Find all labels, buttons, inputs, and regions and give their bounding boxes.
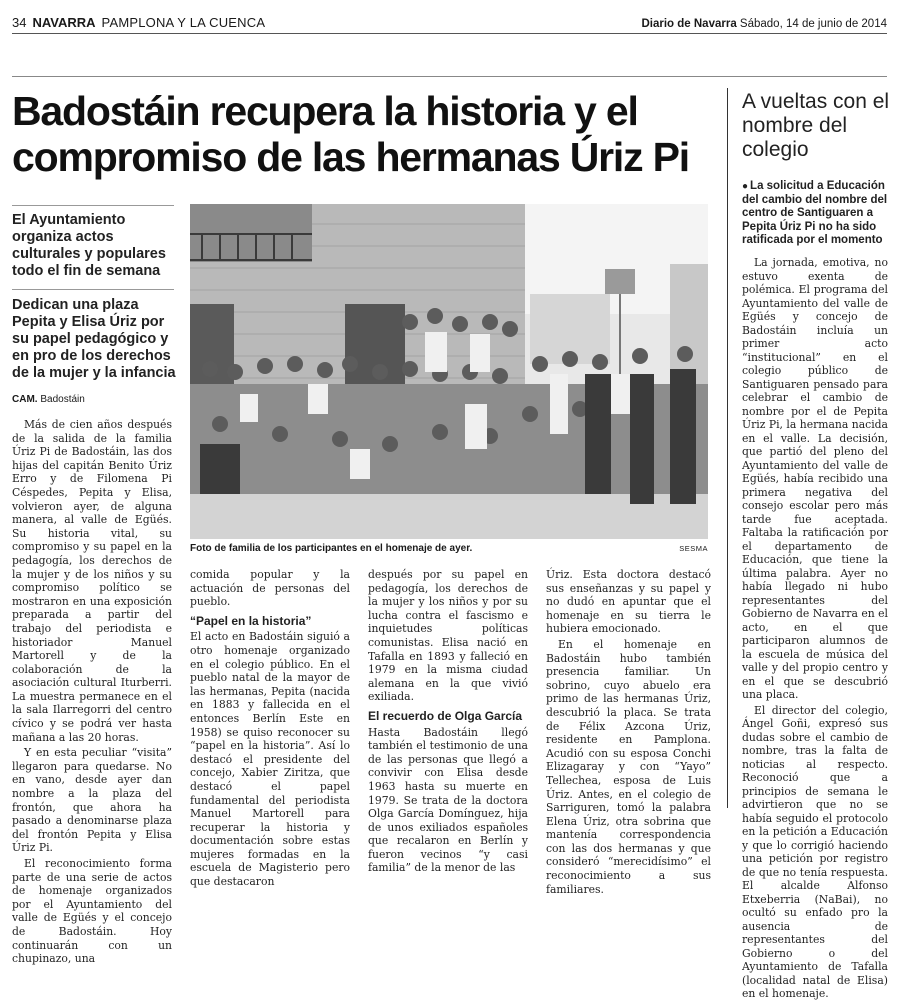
lead-paragraph-1: El Ayuntamiento organiza actos culturales y populares todo el fin de semana bbox=[12, 212, 166, 279]
group-photo-illustration bbox=[190, 204, 708, 539]
col2-paragraph-1: El acto en Badostáin siguió a otro homenaje organizado en el colegio público. En el pueblo natal de la mayor de las hermanas, Pepita (nacida en 1883 y fallecida en el entonces Berlín Este en 1958) se quiso reconocer su “papel en la historia”. Así lo destacó el presidente del concejo, Xabier Ziritza, que destacó el papel fundamental del periodista Manuel Martorell para recuperar la historia y documentación sobre estas mujeres formadas en la escuela de Magisterio pero que destacaron bbox=[190, 630, 350, 889]
col2-subheading: “Papel en la historia” bbox=[190, 613, 312, 628]
subsection-name: PAMPLONA Y LA CUENCA bbox=[101, 15, 266, 30]
sidebar-paragraph-2: El director del colegio, Ángel Goñi, expresó sus dudas sobre el cambio de nombre, tras la falta de noticias al respecto. Reconoció que a principios de semana le advirtieron que no se había seguido el protocolo en la petición a Educación y que lo corrigió haciendo una petición por registro de que no tenía respuesta. El alcalde Alfonso Etxeberria (NaBai), no ocultó su enfado pro la ausencia de representantes del Gobierno o del Ayuntamiento de Tafalla (localidad natal de Elisa) en el homenaje. bbox=[742, 703, 888, 1000]
page-number: 34 bbox=[12, 15, 27, 30]
photo-caption: Foto de familia de los participantes en el homenaje de ayer. bbox=[190, 543, 473, 554]
group-photo bbox=[190, 204, 708, 539]
lead-top-rule bbox=[12, 205, 174, 206]
col2-paragraph-0: comida popular y la actuación de personas del pueblo. bbox=[190, 568, 350, 609]
byline-author: CAM. bbox=[12, 394, 38, 405]
col4-paragraph-1: En el homenaje en Badostáin hubo también presencia familiar. Un sobrino, cuyo abuelo era primo de las hermanas Úriz, descubrió la placa. Se trata de Félix Azcona Úriz, residente en Pamplona. Acudió con su esposa Conchi Elizagaray y con “Yayo” Tellechea, esposa de Luis Úriz. Antes, en el colegio de Sarriguren, tomó la palabra Elena Úriz, otra sobrina que mantenía correspondencia con las dos hermanas y que consideró “merecidísimo” el reconocimiento a sus familiares. bbox=[546, 637, 711, 896]
body-column-2 bbox=[190, 568, 350, 889]
sidebar-title: A vueltas con el nombre del colegio bbox=[742, 90, 890, 161]
paper-date: Sábado, 14 de junio de 2014 bbox=[739, 18, 887, 30]
sidebar-lead bbox=[742, 180, 888, 248]
headline-line-1: Badostáin recupera la historia y el bbox=[12, 88, 638, 134]
col3-subheading: El recuerdo de Olga García bbox=[368, 708, 523, 723]
col1-paragraph-1: Más de cien años después de la salida de la familia Úriz Pi de Badostáin, las dos hijas del capitán Benito Úriz Erro y de Filomena Pi Céspedes, Pepita y Elisa, volvieron ayer, de alguna manera, al valle de Egüés. Su historia vital, su compromiso y su papel en la pedagogía, los derechos de la mujer y de los niños y su compromiso político se mostraron en una exposición preparada a partir del trabajo del periodista e historiador Manuel Martorell y de la colaboración de la asociación cultural Iturberri. La muestra permanece en el la sala Ilarregorri del centro cívico y se podrá ver hasta mañana a las 20 horas. bbox=[12, 418, 172, 744]
col1-paragraph-2: Y en esta peculiar “visita” llegaron para quedarse. No en vano, desde ayer dan nombre a la plaza del frontón, que ahora ha pasado a denominarse plaza del frontón Pepita y Elisa Úriz Pi. bbox=[12, 746, 172, 855]
lead-separator bbox=[12, 289, 174, 290]
sidebar-lead-text: La solicitud a Educación del cambio del nombre del centro de Santiguaren a Pepita Úriz Pi no ha sido ratificada por el momento bbox=[742, 180, 888, 246]
paper-date-line bbox=[641, 18, 887, 30]
col3-paragraph-1: Hasta Badostáin llegó también el testimonio de una de las personas que llegó a convivir con Elisa desde 1963 hasta su muerte en 1979. Se trata de la doctora Olga García Domínguez, hija de unos exiliados españoles que recalaron en Berlín y fueron vecinos “y casi familia” de la menor de las bbox=[368, 725, 528, 875]
bullet-icon: ● bbox=[742, 181, 749, 192]
sidebar-body bbox=[742, 256, 888, 1000]
body-column-4 bbox=[546, 568, 711, 896]
byline bbox=[12, 394, 177, 405]
section-name: NAVARRA bbox=[32, 15, 96, 30]
byline-place: Badostáin bbox=[40, 394, 85, 405]
headline bbox=[12, 88, 717, 180]
body-column-1 bbox=[12, 418, 172, 966]
col3-paragraph-0: después por su papel en pedagogía, los derechos de la mujer y los niños y por su lucha contra el fascismo e inquietudes políticas comunistas. Elisa nació en Tafalla en 1893 y falleció en 1979 en la misma ciudad alemana en la que vivió exiliada. bbox=[368, 568, 528, 704]
col4-paragraph-0: Úriz. Esta doctora destacó sus enseñanzas y su papel y no dudó en apuntar que el homenaje en su tierra le hubiera emocionado. bbox=[546, 568, 711, 636]
col1-paragraph-3: El reconocimiento forma parte de una serie de actos de homenaje organizados por el Ayuntamiento del valle de Egüés y el concejo de Badostáin. Hoy continuarán con un chupinazo, una bbox=[12, 857, 172, 966]
paper-name: Diario de Navarra bbox=[641, 18, 737, 30]
lead-paragraph-2: Dedican una plaza Pepita y Elisa Úriz por su papel pedagógico y en pro de los derechos de la mujer y la infancia bbox=[12, 297, 176, 381]
page-header bbox=[12, 14, 887, 34]
column-divider bbox=[727, 88, 728, 808]
photo-credit: SESMA bbox=[679, 544, 708, 553]
headline-line-2: compromiso de las hermanas Úriz Pi bbox=[12, 134, 689, 180]
sidebar-paragraph-1: La jornada, emotiva, no estuvo exenta de polémica. El programa del Ayuntamiento del valle de Egüés y concejo de Badostáin incluía un primer acto “institucional” en el colegio público de Santiguaren pensado para celebrar el cambio de nombre por el de Pepita Úriz Pi, la hermana nacida en el valle. La decisión, que partió del pleno del Ayuntamiento del valle de Egüés, había recibido una primera negativa del consejo escolar pero más tarde fue aceptada. Faltaba la ratificación por el departamento de Educación, que tiene la última palabra. Ayer no había llegado ni hubo representantes del Gobierno de Navarra en el acto, en el que participaron alumnos de la escuela de música del valle y del propio centro y en el que se descubrió una placa. bbox=[742, 256, 888, 701]
body-column-3 bbox=[368, 568, 528, 875]
header-rule bbox=[12, 76, 887, 77]
